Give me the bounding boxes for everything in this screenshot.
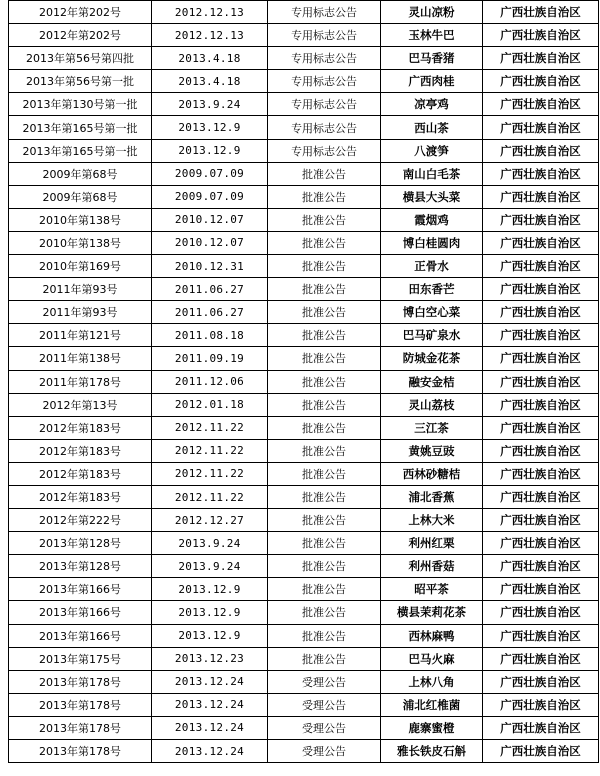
- region-cell: 广西壮族自治区: [483, 116, 599, 139]
- notice-number-cell: 2012年第183号: [9, 439, 152, 462]
- date-cell: 2013.12.9: [152, 578, 268, 601]
- notice-number-cell: 2011年第93号: [9, 278, 152, 301]
- table-row: [9, 393, 599, 416]
- product-name-cell: 正骨水: [381, 255, 483, 278]
- date-cell: 2011.06.27: [152, 301, 268, 324]
- product-name-cell: 雅长铁皮石斛: [381, 740, 483, 763]
- region-cell: 广西壮族自治区: [483, 301, 599, 324]
- notice-type-cell: 批准公告: [268, 301, 381, 324]
- date-cell: 2013.9.24: [152, 93, 268, 116]
- table-row: [9, 624, 599, 647]
- table-row: [9, 439, 599, 462]
- table-row: [9, 70, 599, 93]
- notice-number-cell: 2010年第169号: [9, 255, 152, 278]
- product-name-cell: 巴马香猪: [381, 47, 483, 70]
- region-cell: 广西壮族自治区: [483, 139, 599, 162]
- notice-number-cell: 2013年第178号: [9, 693, 152, 716]
- region-cell: 广西壮族自治区: [483, 532, 599, 555]
- table-row: [9, 185, 599, 208]
- table-row: [9, 231, 599, 254]
- date-cell: 2009.07.09: [152, 185, 268, 208]
- notice-type-cell: 批准公告: [268, 324, 381, 347]
- product-name-cell: 鹿寨蜜橙: [381, 716, 483, 739]
- table-row: [9, 485, 599, 508]
- table-row: [9, 24, 599, 47]
- region-cell: 广西壮族自治区: [483, 324, 599, 347]
- table-row: [9, 255, 599, 278]
- product-name-cell: 三江茶: [381, 416, 483, 439]
- product-name-cell: 田东香芒: [381, 278, 483, 301]
- region-cell: 广西壮族自治区: [483, 162, 599, 185]
- notice-number-cell: 2012年第183号: [9, 462, 152, 485]
- product-name-cell: 融安金桔: [381, 370, 483, 393]
- table-row: [9, 93, 599, 116]
- table-row: [9, 278, 599, 301]
- product-name-cell: 博白空心菜: [381, 301, 483, 324]
- region-cell: 广西壮族自治区: [483, 416, 599, 439]
- table-row: [9, 416, 599, 439]
- product-name-cell: 八渡笋: [381, 139, 483, 162]
- notice-type-cell: 批准公告: [268, 208, 381, 231]
- notice-type-cell: 批准公告: [268, 347, 381, 370]
- product-name-cell: 巴马火麻: [381, 647, 483, 670]
- date-cell: 2011.12.06: [152, 370, 268, 393]
- table-row: [9, 693, 599, 716]
- region-cell: 广西壮族自治区: [483, 740, 599, 763]
- date-cell: 2010.12.31: [152, 255, 268, 278]
- notice-type-cell: 批准公告: [268, 555, 381, 578]
- notice-type-cell: 批准公告: [268, 416, 381, 439]
- notice-type-cell: 批准公告: [268, 485, 381, 508]
- date-cell: 2013.12.9: [152, 116, 268, 139]
- notice-type-cell: 批准公告: [268, 255, 381, 278]
- notice-number-cell: 2009年第68号: [9, 162, 152, 185]
- notice-type-cell: 专用标志公告: [268, 70, 381, 93]
- date-cell: 2013.9.24: [152, 532, 268, 555]
- notice-type-cell: 批准公告: [268, 278, 381, 301]
- notice-type-cell: 批准公告: [268, 185, 381, 208]
- notice-type-cell: 专用标志公告: [268, 1, 381, 24]
- notice-number-cell: 2012年第222号: [9, 509, 152, 532]
- region-cell: 广西壮族自治区: [483, 601, 599, 624]
- table-row: [9, 370, 599, 393]
- notice-number-cell: 2011年第121号: [9, 324, 152, 347]
- region-cell: 广西壮族自治区: [483, 439, 599, 462]
- notice-type-cell: 受理公告: [268, 716, 381, 739]
- product-name-cell: 黄姚豆豉: [381, 439, 483, 462]
- region-cell: 广西壮族自治区: [483, 716, 599, 739]
- notice-number-cell: 2013年第128号: [9, 532, 152, 555]
- product-name-cell: 横县大头菜: [381, 185, 483, 208]
- notice-type-cell: 批准公告: [268, 231, 381, 254]
- date-cell: 2012.12.13: [152, 24, 268, 47]
- geographical-indication-table: [8, 0, 599, 763]
- region-cell: 广西壮族自治区: [483, 93, 599, 116]
- date-cell: 2010.12.07: [152, 231, 268, 254]
- product-name-cell: 利州红栗: [381, 532, 483, 555]
- table-row: [9, 670, 599, 693]
- region-cell: 广西壮族自治区: [483, 509, 599, 532]
- notice-number-cell: 2013年第178号: [9, 670, 152, 693]
- table-row: [9, 162, 599, 185]
- notice-type-cell: 专用标志公告: [268, 47, 381, 70]
- date-cell: 2012.11.22: [152, 416, 268, 439]
- table-row: [9, 601, 599, 624]
- notice-number-cell: 2012年第183号: [9, 416, 152, 439]
- region-cell: 广西壮族自治区: [483, 255, 599, 278]
- notice-type-cell: 批准公告: [268, 462, 381, 485]
- notice-type-cell: 批准公告: [268, 624, 381, 647]
- notice-type-cell: 专用标志公告: [268, 139, 381, 162]
- table-row: [9, 462, 599, 485]
- notice-type-cell: 批准公告: [268, 532, 381, 555]
- table-row: [9, 509, 599, 532]
- notice-number-cell: 2013年第56号第一批: [9, 70, 152, 93]
- product-name-cell: 上林大米: [381, 509, 483, 532]
- date-cell: 2013.12.23: [152, 647, 268, 670]
- region-cell: 广西壮族自治区: [483, 278, 599, 301]
- table-row: [9, 301, 599, 324]
- notice-number-cell: 2012年第202号: [9, 1, 152, 24]
- notice-type-cell: 专用标志公告: [268, 116, 381, 139]
- notice-number-cell: 2012年第202号: [9, 24, 152, 47]
- notice-type-cell: 专用标志公告: [268, 24, 381, 47]
- region-cell: 广西壮族自治区: [483, 624, 599, 647]
- table-row: [9, 208, 599, 231]
- product-name-cell: 西林麻鸭: [381, 624, 483, 647]
- region-cell: 广西壮族自治区: [483, 347, 599, 370]
- product-name-cell: 浦北红椎菌: [381, 693, 483, 716]
- notice-number-cell: 2013年第178号: [9, 740, 152, 763]
- region-cell: 广西壮族自治区: [483, 670, 599, 693]
- product-name-cell: 昭平茶: [381, 578, 483, 601]
- date-cell: 2013.4.18: [152, 47, 268, 70]
- notice-type-cell: 受理公告: [268, 740, 381, 763]
- notice-number-cell: 2011年第138号: [9, 347, 152, 370]
- notice-number-cell: 2013年第166号: [9, 578, 152, 601]
- table-row: [9, 347, 599, 370]
- region-cell: 广西壮族自治区: [483, 693, 599, 716]
- date-cell: 2012.11.22: [152, 439, 268, 462]
- region-cell: 广西壮族自治区: [483, 578, 599, 601]
- table-row: [9, 578, 599, 601]
- region-cell: 广西壮族自治区: [483, 24, 599, 47]
- date-cell: 2013.12.24: [152, 740, 268, 763]
- table-row: [9, 555, 599, 578]
- notice-number-cell: 2013年第166号: [9, 601, 152, 624]
- notice-number-cell: 2013年第128号: [9, 555, 152, 578]
- region-cell: 广西壮族自治区: [483, 231, 599, 254]
- region-cell: 广西壮族自治区: [483, 647, 599, 670]
- region-cell: 广西壮族自治区: [483, 185, 599, 208]
- notice-number-cell: 2010年第138号: [9, 231, 152, 254]
- notice-number-cell: 2010年第138号: [9, 208, 152, 231]
- date-cell: 2013.4.18: [152, 70, 268, 93]
- product-name-cell: 横县茉莉花茶: [381, 601, 483, 624]
- product-name-cell: 霞烟鸡: [381, 208, 483, 231]
- date-cell: 2013.12.9: [152, 624, 268, 647]
- product-name-cell: 南山白毛茶: [381, 162, 483, 185]
- notice-type-cell: 批准公告: [268, 393, 381, 416]
- product-name-cell: 西山茶: [381, 116, 483, 139]
- date-cell: 2012.12.13: [152, 1, 268, 24]
- region-cell: 广西壮族自治区: [483, 462, 599, 485]
- date-cell: 2013.9.24: [152, 555, 268, 578]
- product-name-cell: 博白桂圆肉: [381, 231, 483, 254]
- notice-type-cell: 受理公告: [268, 693, 381, 716]
- table-row: [9, 647, 599, 670]
- date-cell: 2012.11.22: [152, 462, 268, 485]
- notice-number-cell: 2011年第178号: [9, 370, 152, 393]
- notice-number-cell: 2013年第56号第四批: [9, 47, 152, 70]
- table-row: [9, 116, 599, 139]
- date-cell: 2011.09.19: [152, 347, 268, 370]
- date-cell: 2013.12.24: [152, 693, 268, 716]
- notice-number-cell: 2013年第175号: [9, 647, 152, 670]
- date-cell: 2013.12.9: [152, 139, 268, 162]
- date-cell: 2012.11.22: [152, 485, 268, 508]
- product-name-cell: 巴马矿泉水: [381, 324, 483, 347]
- table-row: [9, 740, 599, 763]
- date-cell: 2013.12.24: [152, 670, 268, 693]
- notice-number-cell: 2011年第93号: [9, 301, 152, 324]
- region-cell: 广西壮族自治区: [483, 370, 599, 393]
- notice-number-cell: 2013年第166号: [9, 624, 152, 647]
- date-cell: 2009.07.09: [152, 162, 268, 185]
- region-cell: 广西壮族自治区: [483, 1, 599, 24]
- region-cell: 广西壮族自治区: [483, 555, 599, 578]
- region-cell: 广西壮族自治区: [483, 393, 599, 416]
- notice-type-cell: 专用标志公告: [268, 93, 381, 116]
- table-row: [9, 1, 599, 24]
- notice-type-cell: 批准公告: [268, 162, 381, 185]
- product-name-cell: 凉亭鸡: [381, 93, 483, 116]
- date-cell: 2013.12.9: [152, 601, 268, 624]
- region-cell: 广西壮族自治区: [483, 208, 599, 231]
- product-name-cell: 西林砂糖桔: [381, 462, 483, 485]
- notice-number-cell: 2009年第68号: [9, 185, 152, 208]
- product-name-cell: 利州香菇: [381, 555, 483, 578]
- product-name-cell: 灵山凉粉: [381, 1, 483, 24]
- date-cell: 2013.12.24: [152, 716, 268, 739]
- date-cell: 2011.08.18: [152, 324, 268, 347]
- product-name-cell: 广西肉桂: [381, 70, 483, 93]
- notice-number-cell: 2013年第178号: [9, 716, 152, 739]
- table-body: [9, 1, 599, 763]
- notice-type-cell: 批准公告: [268, 509, 381, 532]
- notice-type-cell: 批准公告: [268, 370, 381, 393]
- notice-number-cell: 2013年第165号第一批: [9, 139, 152, 162]
- table-row: [9, 716, 599, 739]
- notice-number-cell: 2013年第130号第一批: [9, 93, 152, 116]
- region-cell: 广西壮族自治区: [483, 70, 599, 93]
- notice-type-cell: 批准公告: [268, 647, 381, 670]
- date-cell: 2011.06.27: [152, 278, 268, 301]
- product-name-cell: 上林八角: [381, 670, 483, 693]
- table-row: [9, 532, 599, 555]
- notice-type-cell: 批准公告: [268, 578, 381, 601]
- date-cell: 2012.12.27: [152, 509, 268, 532]
- product-name-cell: 防城金花茶: [381, 347, 483, 370]
- region-cell: 广西壮族自治区: [483, 47, 599, 70]
- region-cell: 广西壮族自治区: [483, 485, 599, 508]
- product-name-cell: 浦北香蕉: [381, 485, 483, 508]
- date-cell: 2010.12.07: [152, 208, 268, 231]
- product-name-cell: 玉林牛巴: [381, 24, 483, 47]
- product-name-cell: 灵山荔枝: [381, 393, 483, 416]
- date-cell: 2012.01.18: [152, 393, 268, 416]
- table-row: [9, 324, 599, 347]
- table-row: [9, 47, 599, 70]
- table-row: [9, 139, 599, 162]
- notice-type-cell: 批准公告: [268, 601, 381, 624]
- notice-type-cell: 受理公告: [268, 670, 381, 693]
- notice-number-cell: 2012年第183号: [9, 485, 152, 508]
- notice-number-cell: 2012年第13号: [9, 393, 152, 416]
- notice-number-cell: 2013年第165号第一批: [9, 116, 152, 139]
- notice-type-cell: 批准公告: [268, 439, 381, 462]
